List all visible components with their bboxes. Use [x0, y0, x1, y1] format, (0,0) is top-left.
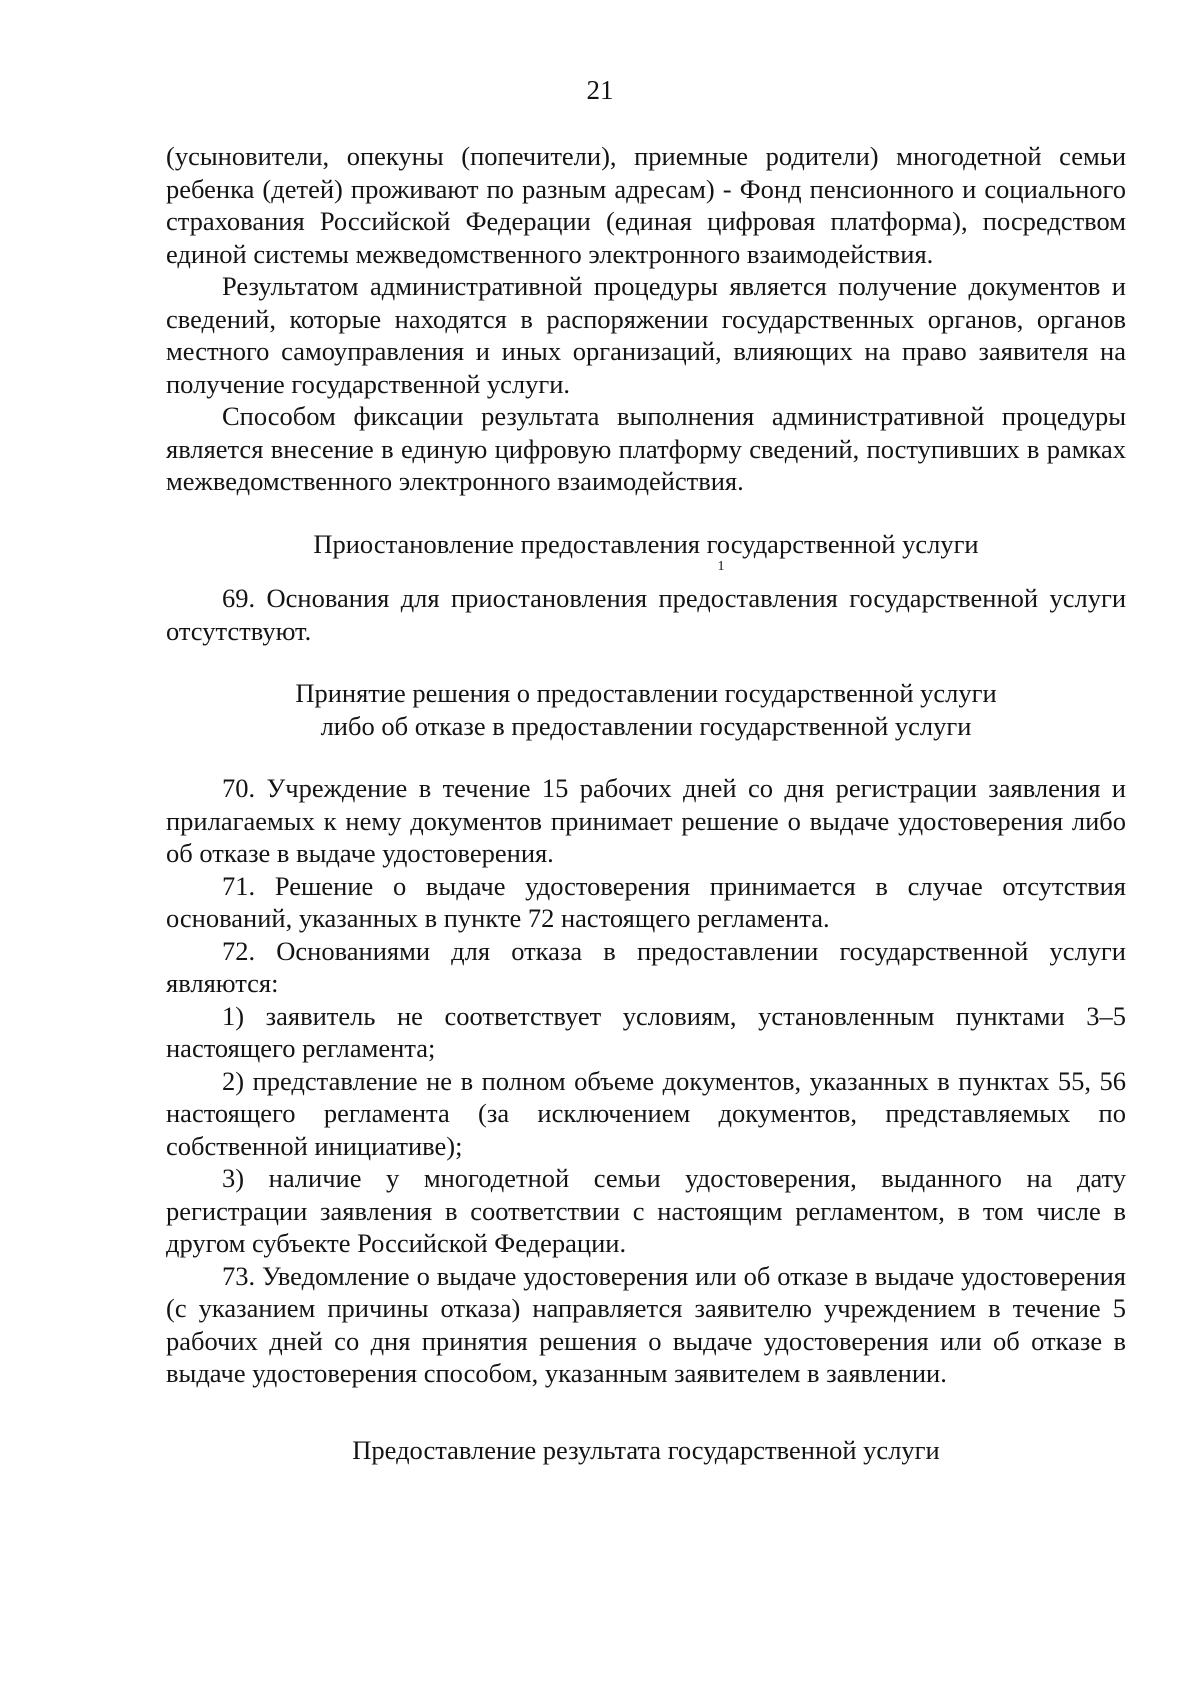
paragraph-item-72-1: 1) заявитель не соответствует условиям, установленным пунктами 3–5 настоящего регламента;	[166, 1000, 1126, 1063]
section-heading-suspension: Приостановление предоставления государственной услуги	[313, 528, 979, 559]
spacer	[166, 1390, 1126, 1420]
stray-mark: 1	[717, 559, 725, 574]
paragraph-item-73: 73. Уведомление о выдаче удостоверения или об отказе в выдаче удостоверения (с указанием причины отказа) направляется заявителю учреждением в течение 5 рабочих дней со дня принятия решения о выдаче удостоверения или об отказе в выдаче удостоверения способом, указанным заявителем в заявлении.	[166, 1260, 1126, 1388]
paragraph-item-69: 69. Основания для приостановления предоставления государственной услуги отсутствуют.	[166, 583, 1126, 646]
section-heading-decision-line-2: либо об отказе в предоставлении государственной услуги	[320, 710, 972, 741]
spacer	[166, 1420, 1126, 1434]
document-body	[166, 140, 1126, 1466]
section-heading-result-delivery: Предоставление результата государственной услуги	[352, 1434, 940, 1465]
paragraph-procedure-result: Результатом административной процедуры является получение документов и сведений, которые находятся в распоряжении государственных органов, органов местного самоуправления и иных организаций, влияющих на право заявителя на получение государственной услуги.	[166, 271, 1126, 399]
spacer	[166, 498, 1126, 528]
paragraph-item-72-2: 2) представление не в полном объеме документов, указанных в пунктах 55, 56 настоящего регламента (за исключением документов, представляемых по собственной инициативе);	[166, 1065, 1126, 1161]
paragraph-item-71: 71. Решение о выдаче удостоверения принимается в случае отсутствия оснований, указанных в пункте 72 настоящего регламента.	[166, 870, 1126, 933]
page-number: 21	[586, 75, 614, 105]
paragraph-fixation-method: Способом фиксации результата выполнения административной процедуры является внесение в единую цифровую платформу сведений, поступивших в рамках межведомственного электронного взаимодействия.	[166, 401, 1126, 496]
paragraph-continuation: (усыновители, опекуны (попечители), приемные родители) многодетной семьи ребенка (детей) проживают по разным адресам) - Фонд пенсионного и социального страхования Российской Федерации (единая цифровая платформа), посредством единой системы межведомственного электронного взаимодействия.	[166, 141, 1126, 269]
paragraph-item-70: 70. Учреждение в течение 15 рабочих дней со дня регистрации заявления и прилагаемых к нему документов принимает решение о выдаче удостоверения либо об отказе в выдаче удостоверения.	[166, 773, 1126, 868]
spacer	[166, 742, 1126, 772]
section-heading-decision-line-1: Принятие решения о предоставлении государственной услуги	[295, 678, 997, 708]
spacer	[166, 647, 1126, 677]
paragraph-item-72: 72. Основаниями для отказа в предоставлении государственной услуги являются:	[166, 935, 1126, 998]
paragraph-item-72-3: 3) наличие у многодетной семьи удостоверения, выданного на дату регистрации заявления в соответствии с настоящим регламентом, в том числе в другом субъекте Российской Федерации.	[166, 1163, 1126, 1258]
